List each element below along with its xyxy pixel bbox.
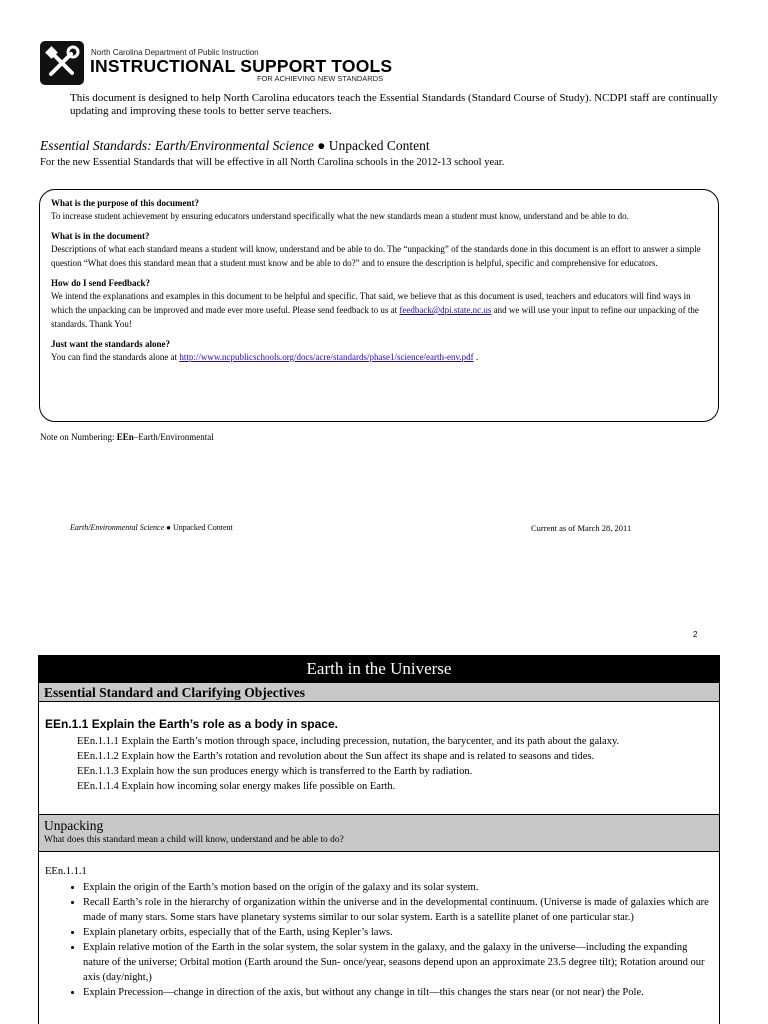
standard-section bbox=[39, 702, 719, 814]
page-footer-title bbox=[70, 523, 233, 532]
subtitle-italic: Essential Standards: Earth/Environmental Science bbox=[40, 138, 314, 153]
note-rest: –Earth/Environmental bbox=[133, 432, 214, 442]
faq-question: What is the purpose of this document? bbox=[51, 198, 200, 208]
faq-box bbox=[39, 189, 719, 422]
list-item: • Recall Earth’s role in the hierarchy of organization within the universe and in the developmental continuum. (Universe is made of galaxies which are made of many stars. Some stars have planetary systems similar to our solar system. Earth is a satellite planet of one particular star.) bbox=[83, 895, 713, 925]
standards-table bbox=[38, 655, 720, 1024]
objective-item: EEn.1.1.3 Explain how the sun produces energy which is transferred to the Earth by radiation. bbox=[77, 766, 473, 777]
faq-answer bbox=[51, 289, 708, 331]
table-section-header: Essential Standard and Clarifying Objectives bbox=[39, 682, 719, 702]
faq-question: Just want the standards alone? bbox=[51, 339, 171, 349]
unpacking-title: Unpacking bbox=[44, 818, 104, 833]
faq-answer: Descriptions of what each standard means a student will know, understand and be able to do. The “unpacking” of the standards done in this document is an effort to answer a simple question “What does this standard mean that a student must know and be able to do?” and to ensure the description is helpful, specific and comprehensive for educators. bbox=[51, 244, 701, 268]
subtitle-effective-note: For the new Essential Standards that will be effective in all North Carolina schools in the 2012-13 school year. bbox=[40, 157, 505, 168]
feedback-text-before: We intend the explanations and examples in this document to be helpful and specific. That said, we believe that as this document is used, teachers and educators will find ways in which the unpacking can be improved and made ever more useful. Please send feedback to us at bbox=[51, 291, 691, 315]
objective-item: EEn.1.1.1 Explain the Earth’s motion through space, including precession, nutation, the barycenter, and its path about the galaxy. bbox=[77, 736, 620, 747]
list-item: • Explain the origin of the Earth’s motion based on the origin of the galaxy and its solar system. bbox=[83, 880, 713, 895]
unpack-code: EEn.1.1.1 bbox=[45, 866, 87, 877]
faq-contents bbox=[51, 230, 708, 270]
unpacking-header bbox=[39, 814, 719, 852]
tools-icon bbox=[40, 41, 84, 85]
brand-tagline: FOR ACHIEVING NEW STANDARDS bbox=[257, 74, 384, 83]
feedback-text-after: and we will use your input to refine our unpacking of the standards. Thank You! bbox=[51, 305, 699, 329]
unpacking-subtitle: What does this standard mean a child will know, understand and be able to do? bbox=[44, 835, 344, 845]
faq-purpose bbox=[51, 197, 708, 223]
subtitle-rest: ● Unpacked Content bbox=[313, 138, 430, 153]
note-label: Note on Numbering: bbox=[40, 432, 117, 442]
list-item: • Explain planetary orbits, especially that of the Earth, using Kepler’s laws. bbox=[83, 925, 713, 940]
standard-heading: EEn.1.1 Explain the Earth’s role as a body in space. bbox=[45, 717, 338, 731]
footer-rest: ● Unpacked Content bbox=[164, 523, 233, 532]
faq-feedback bbox=[51, 277, 708, 331]
unpacking-list bbox=[45, 880, 713, 1000]
document-subtitle bbox=[40, 138, 430, 154]
faq-question: How do I send Feedback? bbox=[51, 278, 151, 288]
unpacking-body bbox=[39, 852, 719, 1000]
brand-title: INSTRUCTIONAL SUPPORT TOOLS bbox=[90, 56, 393, 76]
table-title: Earth in the Universe bbox=[39, 655, 719, 682]
list-item: • Explain relative motion of the Earth in the solar system, the solar system in the galaxy, and the galaxy in the universe—including the expanding nature of the universe; Orbital motion (Earth around the Sun- once/year, seasons depend upon an approximate 23.5 degree tilt); Rotation around our axis (day/night,) bbox=[83, 940, 713, 985]
ncdpi-logo bbox=[40, 41, 84, 85]
objective-item: EEn.1.1.2 Explain how the Earth’s rotation and revolution about the Sun affect its shape and is related to seasons and tides. bbox=[77, 751, 595, 762]
faq-question: What is in the document? bbox=[51, 231, 150, 241]
org-name: North Carolina Department of Public Instruction bbox=[91, 48, 259, 57]
standards-text-after: . bbox=[473, 352, 479, 362]
footer-italic: Earth/Environmental Science bbox=[70, 523, 165, 532]
numbering-note bbox=[40, 432, 214, 442]
standards-pdf-link[interactable]: http://www.ncpublicschools.org/docs/acre/standards/phase1/science/earth-env.pdf bbox=[179, 352, 474, 362]
faq-standards bbox=[51, 338, 708, 364]
feedback-email-link[interactable]: feedback@dpi.state.nc.us bbox=[399, 305, 492, 315]
list-item: • Explain Precession—change in direction of the axis, but without any change in tilt—this changes the stars near (or not near) the Pole. bbox=[83, 985, 713, 1000]
intro-text: This document is designed to help North Carolina educators teach the Essential Standards (Standard Course of Study). NCDPI staff are continually updating and improving these tools to better serve teachers. bbox=[70, 92, 718, 117]
objective-item: EEn.1.1.4 Explain how incoming solar energy makes life possible on Earth. bbox=[77, 781, 396, 792]
note-code: EEn bbox=[116, 432, 134, 442]
page-footer-date: Current as of March 28, 2011 bbox=[531, 523, 632, 533]
faq-answer bbox=[51, 350, 708, 364]
standards-text-before: You can find the standards alone at bbox=[51, 352, 180, 362]
page-number: 2 bbox=[693, 630, 698, 639]
faq-answer: To increase student achievement by ensuring educators understand specifically what the new standards mean a student must know, understand and be able to do. bbox=[51, 211, 629, 221]
